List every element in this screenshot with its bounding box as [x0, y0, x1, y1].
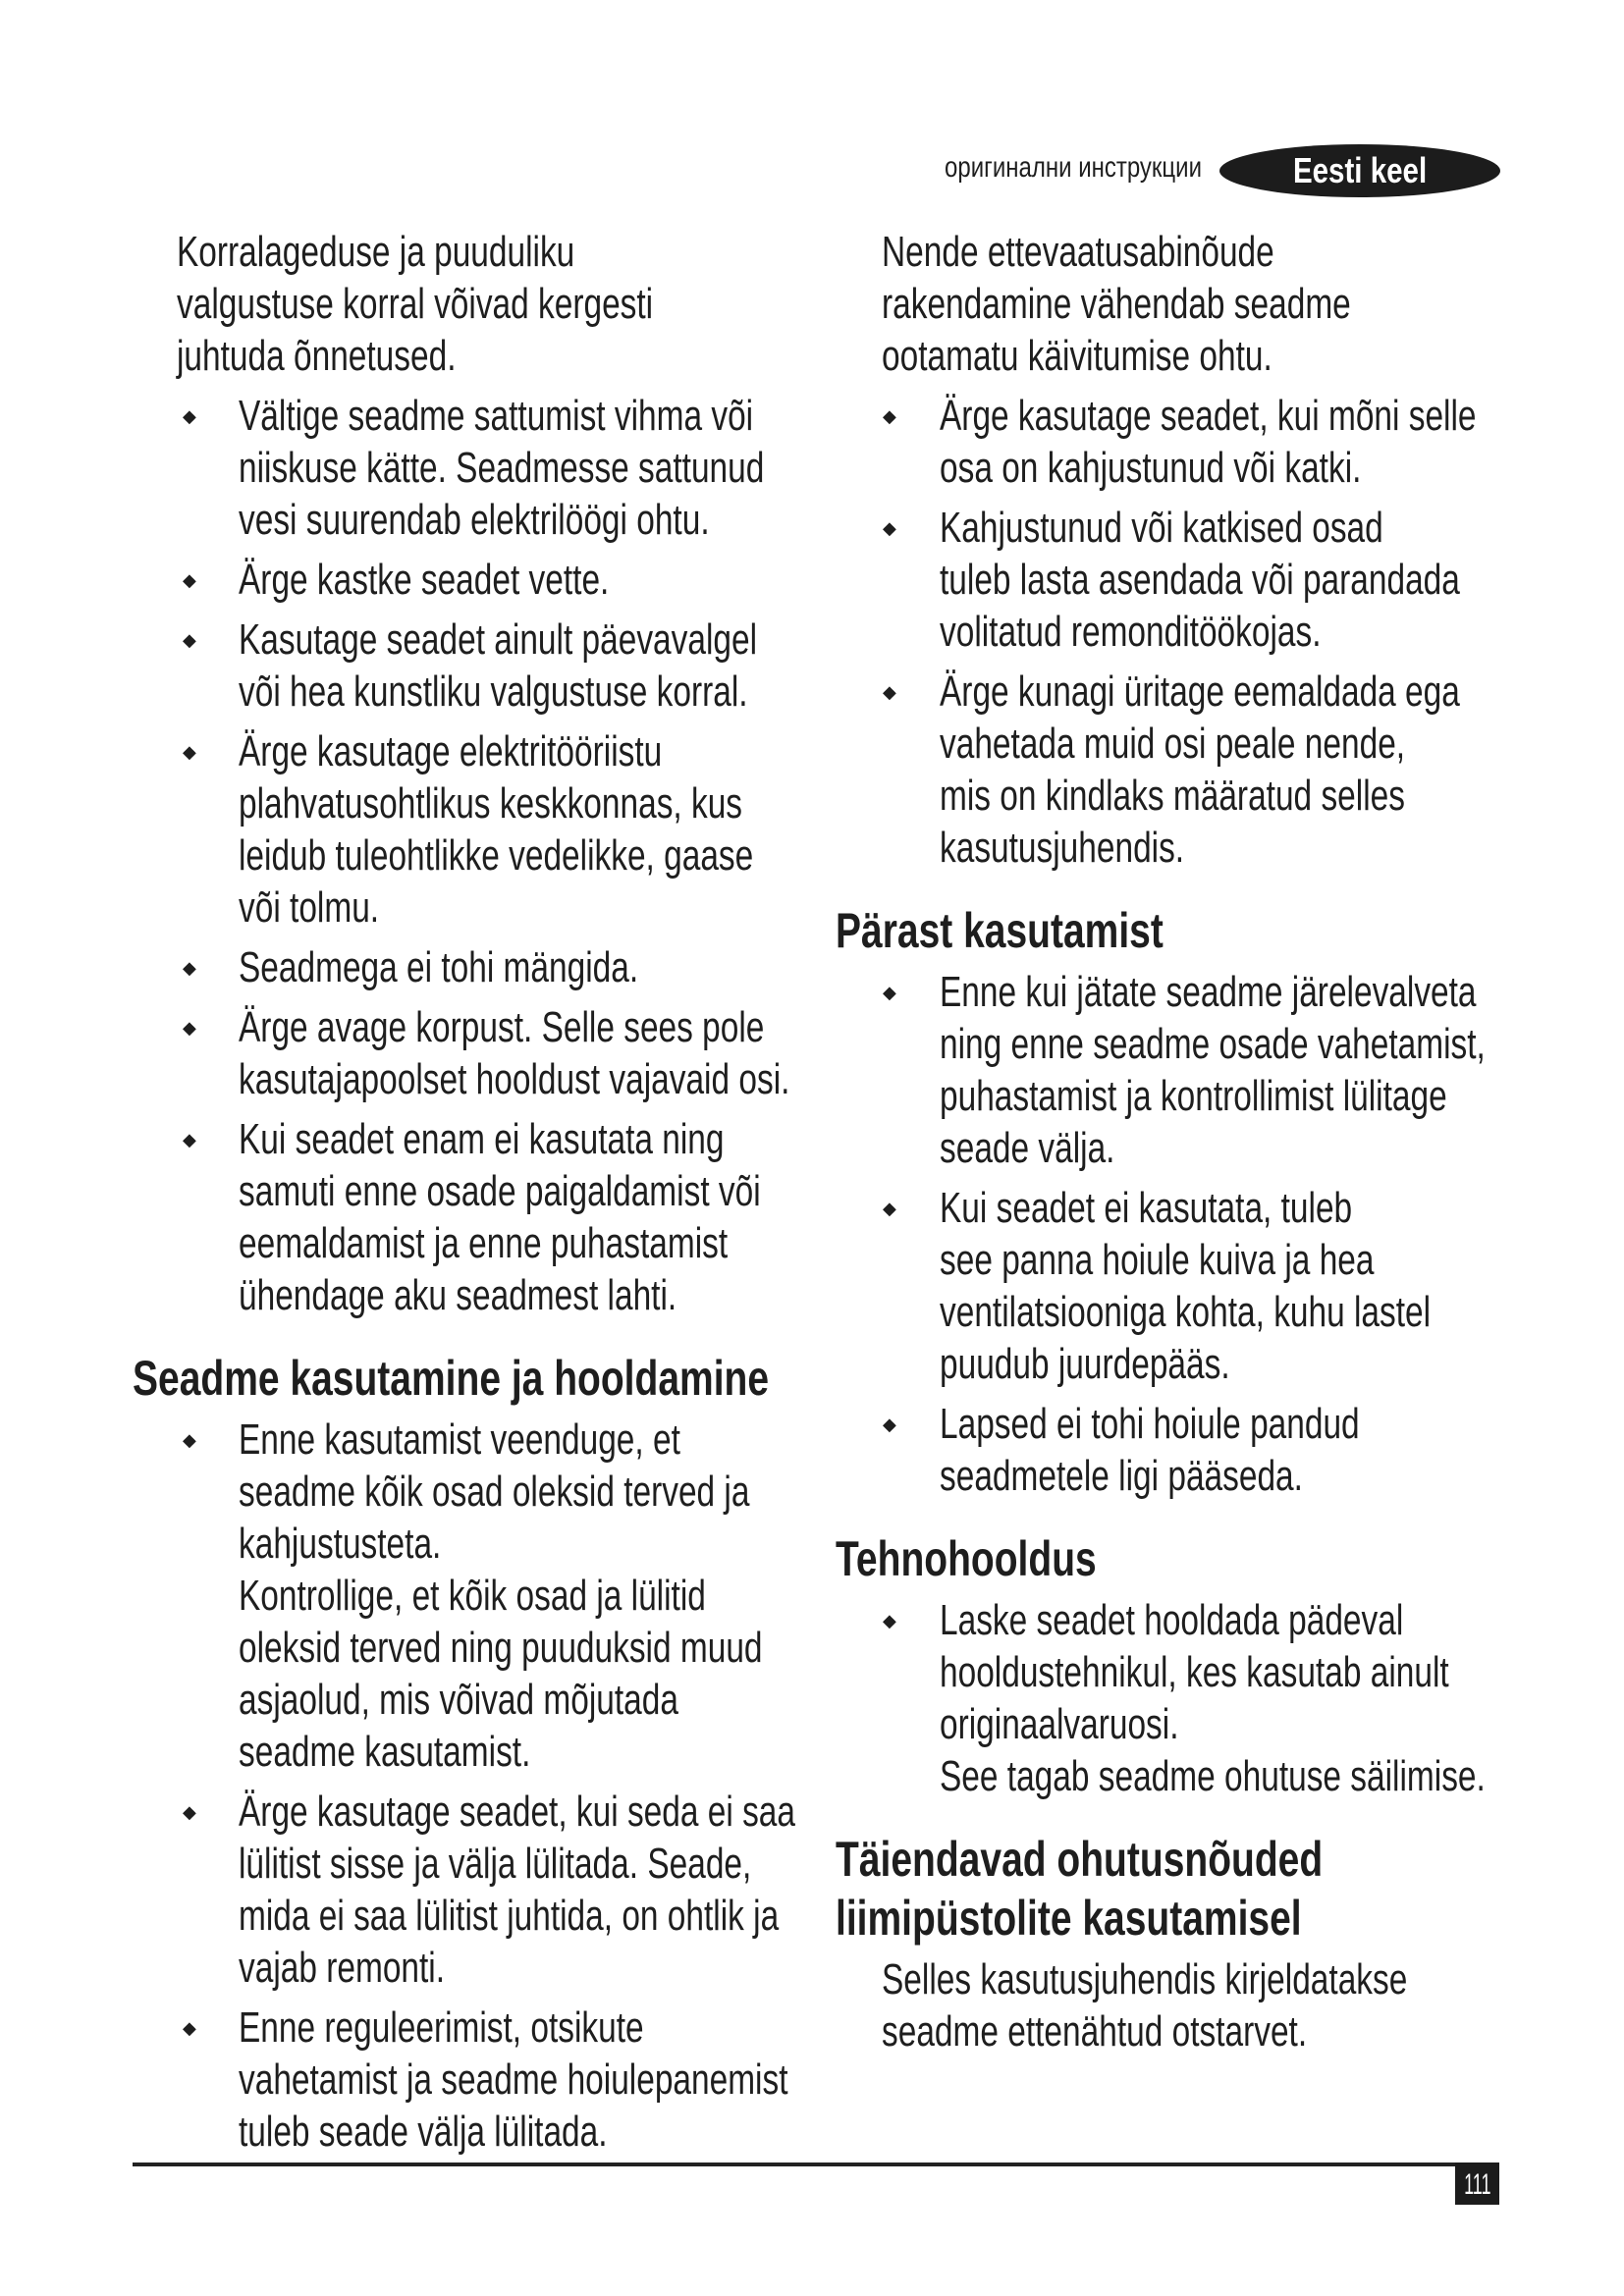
text-line: [0, 1750, 1624, 1802]
text-line: [0, 278, 1624, 330]
paragraph: [0, 226, 1624, 382]
text-line-content: seadme ettenähtud otstarvet.: [882, 2007, 1308, 2056]
text-line-content: vahetamist ja seadme hoiulepanemist: [239, 2056, 788, 2104]
text-line-content: kasutusjuhendis.: [940, 824, 1185, 872]
text-line-content: seade välja.: [940, 1124, 1115, 1172]
text-line: [0, 1182, 1624, 1234]
text-line-content: või tolmu.: [239, 883, 380, 932]
text-line-content: mida ei saa lülitist juhtida, on ohtlik ja: [239, 1892, 780, 1940]
bullet-item: [0, 666, 1624, 874]
text-line: [0, 1338, 1624, 1390]
text-line: [0, 770, 1624, 822]
text-line-content: Kahjustunud või katkised osad: [940, 504, 1383, 552]
text-line-content: Kui seadet ei kasutata, tuleb: [940, 1184, 1353, 1232]
section-heading: [0, 1529, 1624, 1588]
text-line: [0, 1698, 1624, 1750]
text-line-content: Enne kui jätate seadme järelevalveta: [940, 968, 1477, 1016]
text-line: [0, 2054, 835, 2106]
text-line: [0, 442, 1624, 494]
bullet-diamond-icon: ◆: [883, 518, 896, 538]
text-line: [0, 1234, 1624, 1286]
text-line: [0, 2106, 835, 2158]
text-line-content: Ärge kasutage elektritööriistu: [239, 727, 663, 775]
text-line-content: mis on kindlaks määratud selles: [940, 772, 1405, 820]
text-line: [0, 1286, 1624, 1338]
section-heading: [0, 901, 1624, 960]
bullet-diamond-icon: ◆: [183, 958, 196, 978]
text-line-content: Seadmega ei tohi mängida.: [239, 943, 639, 991]
text-line: [0, 1646, 1624, 1698]
bullet-item: [0, 966, 1624, 1174]
text-line-content: Pärast kasutamist: [836, 903, 1164, 958]
text-line-content: kasutajapoolset hooldust vajavaid osi.: [239, 1055, 790, 1103]
text-line-content: tuleb seade välja lülitada.: [239, 2108, 608, 2156]
text-line-content: Ärge kasutage seadet, kui mõni selle: [940, 392, 1477, 440]
text-line-content: Seadme kasutamine ja hooldamine: [133, 1351, 770, 1406]
bullet-diamond-icon: ◆: [183, 1430, 196, 1450]
text-line: [0, 1953, 1624, 2005]
section-heading: [0, 1830, 1624, 1948]
text-line: [0, 966, 1624, 1018]
text-line-content: vajab remonti.: [239, 1944, 446, 1992]
text-line-content: Nende ettevaatusabinõude: [882, 228, 1274, 276]
text-line: [0, 822, 1624, 874]
text-line: [0, 901, 1624, 960]
text-line-content: ventilatsiooniga kohta, kuhu lastel: [940, 1288, 1432, 1336]
language-badge: [1219, 144, 1500, 197]
text-line-content: vahetada muid osi peale nende,: [940, 720, 1406, 768]
text-line-content: vesi suurendab elektrilöögi ohtu.: [239, 496, 710, 544]
text-line: [0, 502, 1624, 554]
text-line-content: Ärge avage korpust. Selle sees pole: [239, 1003, 765, 1051]
text-line: [0, 330, 1624, 382]
text-line-content: lülitist sisse ja välja lülitada. Seade,: [239, 1840, 752, 1888]
text-line-content: rakendamine vähendab seadme: [882, 280, 1351, 328]
bullet-diamond-icon: ◆: [883, 983, 896, 1002]
text-line-content: seadmetele ligi pääseda.: [940, 1452, 1303, 1500]
text-line-content: ootamatu käivitumise ohtu.: [882, 332, 1272, 380]
text-line: [0, 1594, 1624, 1646]
text-line-content: asjaolud, mis võivad mõjutada: [239, 1676, 678, 1724]
text-line-content: seadme kasutamist.: [239, 1728, 531, 1776]
text-line-content: puhastamist ja kontrollimist lülitage: [940, 1072, 1447, 1120]
bullet-diamond-icon: ◆: [183, 406, 196, 426]
text-line: [0, 1122, 1624, 1174]
text-line: [0, 226, 1624, 278]
bullet-diamond-icon: ◆: [183, 630, 196, 650]
text-line: [0, 666, 1624, 718]
text-line-content: Kasutage seadet ainult päevavalgel: [239, 615, 758, 664]
text-line-content: Tehnohooldus: [836, 1531, 1097, 1586]
text-line-content: kahjustusteta.: [239, 1520, 442, 1568]
text-line: [0, 390, 1624, 442]
bullet-diamond-icon: ◆: [183, 1802, 196, 1822]
text-line-content: See tagab seadme ohutuse säilimise.: [940, 1752, 1486, 1800]
language-badge-label: Eesti keel: [1292, 150, 1428, 190]
bullet-diamond-icon: ◆: [183, 742, 196, 762]
text-line-content: valgustuse korral võivad kergesti: [177, 280, 654, 328]
paragraph: [0, 1953, 1624, 2057]
text-line-content: Kui seadet enam ei kasutata ning: [239, 1115, 725, 1163]
page-number: [1455, 2163, 1499, 2205]
text-line-content: Korralageduse ja puuduliku: [177, 228, 575, 276]
page-number-label: 111: [1464, 2168, 1491, 2201]
text-line-content: Ärge kasutage seadet, kui seda ei saa: [239, 1788, 795, 1836]
text-line-content: niiskuse kätte. Seadmesse sattunud: [239, 444, 765, 492]
bullet-diamond-icon: ◆: [183, 1018, 196, 1038]
text-line-content: Laske seadet hooldada pädeval: [940, 1596, 1404, 1644]
text-line-content: volitatud remonditöökojas.: [940, 608, 1322, 656]
bullet-diamond-icon: ◆: [883, 682, 896, 702]
text-line-content: hooldustehnikul, kes kasutab ainult: [940, 1648, 1449, 1696]
text-line-content: Vältige seadme sattumist vihma või: [239, 392, 754, 440]
text-line-content: see panna hoiule kuiva ja hea: [940, 1236, 1375, 1284]
bullet-item: [0, 1594, 1624, 1802]
bullet-item: [0, 1182, 1624, 1390]
bullet-diamond-icon: ◆: [183, 570, 196, 590]
text-line: [0, 1889, 1624, 1948]
bullet-diamond-icon: ◆: [883, 1199, 896, 1218]
bullet-diamond-icon: ◆: [183, 1130, 196, 1149]
text-line-content: seadme kõik osad oleksid terved ja: [239, 1468, 750, 1516]
bullet-diamond-icon: ◆: [883, 406, 896, 426]
bullet-item: [0, 1398, 1624, 1502]
bullet-diamond-icon: ◆: [883, 1415, 896, 1434]
text-line: [0, 554, 1624, 606]
text-line-content: Lapsed ei tohi hoiule pandud: [940, 1400, 1360, 1448]
text-line-content: Enne reguleerimist, otsikute: [239, 2003, 644, 2052]
text-line: [0, 1450, 1624, 1502]
text-line-content: Ärge kunagi üritage eemaldada ega: [940, 667, 1460, 716]
text-line-content: Täiendavad ohutusnõuded: [836, 1832, 1324, 1887]
text-line-content: originaalvaruosi.: [940, 1700, 1179, 1748]
text-line-content: või hea kunstliku valgustuse korral.: [239, 667, 748, 716]
text-line: [0, 1070, 1624, 1122]
text-line-content: oleksid terved ning puuduksid muud: [239, 1624, 763, 1672]
text-line-content: eemaldamist ja enne puhastamist: [239, 1219, 729, 1267]
right-column: [0, 226, 1624, 2057]
text-line: [0, 1398, 1624, 1450]
text-line-content: Ärge kastke seadet vette.: [239, 556, 610, 604]
text-line-content: Selles kasutusjuhendis kirjeldatakse: [882, 1955, 1408, 2003]
text-line-content: puudub juurdepääs.: [940, 1340, 1230, 1388]
text-line-content: ühendage aku seadmest lahti.: [239, 1271, 677, 1319]
text-line: [0, 1529, 1624, 1588]
header-subtitle: оригинални инструкции: [945, 151, 1202, 184]
text-line-content: osa on kahjustunud või katki.: [940, 444, 1362, 492]
text-line-content: liimipüstolite kasutamisel: [836, 1891, 1302, 1946]
text-line-content: ning enne seadme osade vahetamist,: [940, 1020, 1486, 1068]
footer-divider: [133, 2163, 1499, 2166]
text-line-content: plahvatusohtlikus keskkonnas, kus: [239, 779, 743, 828]
text-line-content: Kontrollige, et kõik osad ja lülitid: [239, 1572, 706, 1620]
bullet-diamond-icon: ◆: [883, 1611, 896, 1630]
text-line: [0, 718, 1624, 770]
bullet-item: [0, 390, 1624, 494]
text-line-content: juhtuda õnnetused.: [177, 332, 457, 380]
text-line-content: leidub tuleohtlikke vedelikke, gaase: [239, 831, 754, 880]
bullet-item: [0, 502, 1624, 658]
text-line-content: samuti enne osade paigaldamist või: [239, 1167, 761, 1215]
text-line: [0, 2005, 1624, 2057]
text-line-content: Enne kasutamist veenduge, et: [239, 1415, 680, 1464]
text-line: [0, 1018, 1624, 1070]
text-line: [0, 606, 1624, 658]
bullet-diamond-icon: ◆: [183, 2018, 196, 2038]
text-line: [0, 1830, 1624, 1889]
text-line-content: tuleb lasta asendada või parandada: [940, 556, 1460, 604]
